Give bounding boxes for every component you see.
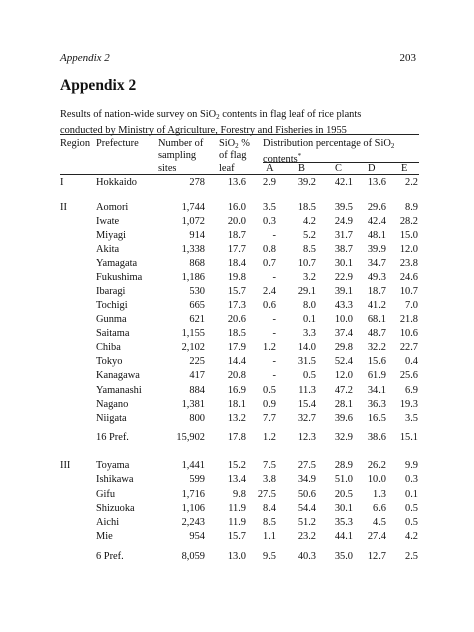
table-cell-d: 12.7	[367, 551, 386, 562]
table-cell-b: 34.9	[297, 474, 316, 485]
table-cell-sio2: 20.0	[227, 216, 246, 227]
table-cell-e: 15.1	[399, 432, 418, 443]
table-cell-sites: 2,243	[181, 517, 205, 528]
table-cell-a: 0.6	[263, 300, 276, 311]
table-cell-prefecture: Aomori	[96, 202, 129, 213]
table-cell-d: 1.3	[373, 489, 386, 500]
header-category-d: D	[368, 163, 376, 174]
table-cell-a: 7.5	[263, 460, 276, 471]
table-cell-d: 15.6	[367, 356, 386, 367]
header-category-e: E	[401, 163, 408, 174]
table-cell-d: 48.1	[367, 230, 386, 241]
table-cell-c: 32.9	[334, 432, 353, 443]
table-cell-b: 18.5	[297, 202, 316, 213]
table-cell-b: 15.4	[297, 399, 316, 410]
table-cell-sites: 417	[189, 370, 205, 381]
table-cell-sio2: 17.3	[227, 300, 246, 311]
table-cell-sio2: 19.8	[227, 272, 246, 283]
table-cell-c: 24.9	[334, 216, 353, 227]
table-cell-a: -	[272, 314, 276, 325]
table-cell-sio2: 20.6	[227, 314, 246, 325]
table-cell-d: 6.6	[373, 503, 386, 514]
header-footnote-marker: *	[297, 152, 302, 160]
table-cell-sio2: 13.0	[227, 551, 246, 562]
table-cell-b: 3.2	[303, 272, 316, 283]
table-cell-sio2: 11.9	[228, 517, 246, 528]
table-cell-e: 10.6	[399, 328, 418, 339]
table-cell-sio2: 18.1	[227, 399, 246, 410]
table-cell-d: 36.3	[367, 399, 386, 410]
table-cell-prefecture: 6 Pref.	[96, 551, 124, 562]
table-cell-d: 32.2	[367, 342, 386, 353]
table-cell-sites: 621	[189, 314, 205, 325]
table-cell-sites: 1,338	[181, 244, 205, 255]
header-sio2-post: %	[238, 138, 250, 149]
table-cell-prefecture: Hokkaido	[96, 177, 137, 188]
table-cell-sio2: 14.4	[227, 356, 246, 367]
table-cell-d: 48.7	[367, 328, 386, 339]
table-cell-b: 8.5	[303, 244, 316, 255]
table-cell-prefecture: 16 Pref.	[96, 432, 129, 443]
table-cell-c: 51.0	[334, 474, 353, 485]
table-cell-b: 14.0	[297, 342, 316, 353]
table-cell-e: 21.8	[399, 314, 418, 325]
table-cell-b: 3.3	[303, 328, 316, 339]
table-cell-c: 42.1	[334, 177, 353, 188]
table-cell-e: 8.9	[405, 202, 418, 213]
table-cell-sites: 665	[189, 300, 205, 311]
table-cell-d: 39.9	[367, 244, 386, 255]
table-cell-sites: 914	[189, 230, 205, 241]
table-cell-sites: 1,716	[181, 489, 205, 500]
table-cell-e: 0.5	[405, 517, 418, 528]
table-cell-b: 54.4	[297, 503, 316, 514]
table-cell-sio2: 17.8	[227, 432, 246, 443]
table-cell-d: 4.5	[373, 517, 386, 528]
table-cell-d: 27.4	[367, 531, 386, 542]
table-cell-prefecture: Akita	[96, 244, 120, 255]
running-head	[60, 52, 416, 64]
table-cell-c: 38.7	[334, 244, 353, 255]
table-cell-c: 31.7	[334, 230, 353, 241]
running-head-title: Appendix 2	[60, 52, 110, 64]
table-cell-e: 0.4	[405, 356, 418, 367]
table-cell-prefecture: Shizuoka	[96, 503, 135, 514]
table-cell-prefecture: Gifu	[96, 489, 116, 500]
table-cell-prefecture: Nagano	[96, 399, 129, 410]
table-cell-e: 10.7	[399, 286, 418, 297]
table-cell-a: -	[272, 230, 276, 241]
header-category-c: C	[335, 163, 342, 174]
table-cell-sites: 530	[189, 286, 205, 297]
table-cell-a: 0.7	[263, 258, 276, 269]
table-cell-sio2: 18.5	[227, 328, 246, 339]
table-cell-a: 0.8	[263, 244, 276, 255]
table-cell-d: 41.2	[367, 300, 386, 311]
table-cell-sites: 1,381	[181, 399, 205, 410]
table-cell-b: 5.2	[303, 230, 316, 241]
table-cell-b: 23.2	[297, 531, 316, 542]
table-cell-e: 12.0	[399, 244, 418, 255]
table-cell-c: 30.1	[334, 258, 353, 269]
page-number: 203	[399, 52, 416, 64]
table-cell-prefecture: Tochigi	[96, 300, 128, 311]
table-cell-e: 28.2	[399, 216, 418, 227]
table-cell-sites: 2,102	[181, 342, 205, 353]
table-cell-sites: 1,106	[181, 503, 205, 514]
table-cell-b: 32.7	[297, 413, 316, 424]
table-cell-a: 3.5	[263, 202, 276, 213]
table-cell-e: 2.5	[405, 551, 418, 562]
table-cell-d: 61.9	[367, 370, 386, 381]
table-cell-d: 34.1	[367, 385, 386, 396]
header-category-b: B	[298, 163, 305, 174]
table-cell-d: 42.4	[367, 216, 386, 227]
table-cell-b: 0.1	[303, 314, 316, 325]
table-cell-sites: 1,072	[181, 216, 205, 227]
table-cell-e: 3.5	[405, 413, 418, 424]
caption-subscript: 2	[216, 113, 220, 121]
table-cell-d: 26.2	[367, 460, 386, 471]
table-cell-b: 39.2	[297, 177, 316, 188]
table-cell-a: 27.5	[257, 489, 276, 500]
table-cell-b: 40.3	[297, 551, 316, 562]
table-cell-prefecture: Ishikawa	[96, 474, 134, 485]
table-cell-c: 39.1	[334, 286, 353, 297]
table-cell-sites: 1,186	[181, 272, 205, 283]
table-cell-prefecture: Fukushima	[96, 272, 143, 283]
table-cell-sio2: 20.8	[227, 370, 246, 381]
table-cell-sio2: 9.8	[233, 489, 246, 500]
table-cell-d: 13.6	[367, 177, 386, 188]
table-cell-b: 4.2	[303, 216, 316, 227]
table-cell-b: 0.5	[303, 370, 316, 381]
table-cell-prefecture: Saitama	[96, 328, 130, 339]
header-sio2-line-3: leaf	[219, 163, 235, 174]
table-cell-d: 34.7	[367, 258, 386, 269]
table-cell-b: 50.6	[297, 489, 316, 500]
table-cell-a: 0.3	[263, 216, 276, 227]
table-cell-e: 4.2	[405, 531, 418, 542]
table-cell-prefecture: Niigata	[96, 413, 127, 424]
table-cell-sites: 15,902	[176, 432, 205, 443]
table-cell-c: 44.1	[334, 531, 353, 542]
table-cell-prefecture: Miyagi	[96, 230, 127, 241]
table-cell-c: 29.8	[334, 342, 353, 353]
appendix-heading: Appendix 2	[60, 77, 137, 94]
table-cell-sio2: 16.9	[227, 385, 246, 396]
table-cell-prefecture: Chiba	[96, 342, 121, 353]
table-cell-d: 68.1	[367, 314, 386, 325]
table-cell-c: 12.0	[334, 370, 353, 381]
table-cell-e: 23.8	[399, 258, 418, 269]
table-cell-e: 25.6	[399, 370, 418, 381]
header-sio2-line-2: of flag	[219, 150, 247, 161]
table-cell-a: 0.9	[263, 399, 276, 410]
table-cell-sites: 868	[189, 258, 205, 269]
table-cell-e: 19.3	[399, 399, 418, 410]
table-cell-d: 10.0	[367, 474, 386, 485]
caption-line-1-post: contents in flag leaf of rice plants	[219, 109, 362, 120]
table-cell-c: 20.5	[334, 489, 353, 500]
table-cell-a: 8.4	[263, 503, 276, 514]
table-cell-prefecture: Iwate	[96, 216, 120, 227]
table-cell-a: -	[272, 272, 276, 283]
table-cell-region: I	[60, 177, 64, 188]
table-cell-prefecture: Ibaragi	[96, 286, 126, 297]
header-sites-line-2: sampling	[158, 150, 197, 161]
table-cell-sites: 8,059	[181, 551, 205, 562]
header-sites-line-1: Number of	[158, 138, 204, 149]
table-cell-e: 24.6	[399, 272, 418, 283]
table-cell-a: -	[272, 328, 276, 339]
table-cell-a: 7.7	[263, 413, 276, 424]
table-cell-sio2: 17.7	[227, 244, 246, 255]
table-cell-a: -	[272, 356, 276, 367]
table-cell-sio2: 15.2	[227, 460, 246, 471]
table-cell-sio2: 13.2	[227, 413, 246, 424]
table-cell-a: 1.2	[263, 432, 276, 443]
table-cell-e: 7.0	[405, 300, 418, 311]
table-cell-e: 2.2	[405, 177, 418, 188]
table-cell-a: 8.5	[263, 517, 276, 528]
table-cell-prefecture: Yamagata	[96, 258, 138, 269]
table-cell-sites: 954	[189, 531, 205, 542]
table-cell-a: 1.1	[263, 531, 276, 542]
table-cell-e: 6.9	[405, 385, 418, 396]
table-caption	[60, 108, 420, 137]
table-cell-c: 39.5	[334, 202, 353, 213]
table-cell-c: 28.1	[334, 399, 353, 410]
table-cell-sites: 800	[189, 413, 205, 424]
table-cell-a: 9.5	[263, 551, 276, 562]
table-cell-e: 22.7	[399, 342, 418, 353]
table-cell-a: 3.8	[263, 474, 276, 485]
table-cell-d: 18.7	[367, 286, 386, 297]
table-cell-prefecture: Mie	[96, 531, 113, 542]
table-cell-region: III	[60, 460, 71, 471]
table-cell-a: 0.5	[263, 385, 276, 396]
header-region: Region	[60, 138, 91, 149]
table-cell-sites: 884	[189, 385, 205, 396]
table-cell-prefecture: Aichi	[96, 517, 120, 528]
caption-line-1	[60, 108, 420, 124]
header-sites-line-3: sites	[158, 163, 177, 174]
table-cell-e: 0.5	[405, 503, 418, 514]
table-cell-d: 16.5	[367, 413, 386, 424]
table-cell-d: 29.6	[367, 202, 386, 213]
table-cell-sites: 1,155	[181, 328, 205, 339]
table-cell-b: 27.5	[297, 460, 316, 471]
table-cell-region: II	[60, 202, 67, 213]
table-cell-sio2: 18.7	[227, 230, 246, 241]
table-cell-sites: 278	[189, 177, 205, 188]
table-cell-c: 30.1	[334, 503, 353, 514]
header-sio2-pre: SiO	[219, 138, 236, 149]
table-cell-c: 39.6	[334, 413, 353, 424]
header-distribution-pre: Distribution percentage of SiO	[263, 138, 391, 149]
table-cell-b: 29.1	[297, 286, 316, 297]
header-category-a: A	[266, 163, 274, 174]
table-cell-sites: 1,441	[181, 460, 205, 471]
table-cell-prefecture: Yamanashi	[96, 385, 142, 396]
table-cell-sio2: 11.9	[228, 503, 246, 514]
table-cell-c: 35.3	[334, 517, 353, 528]
table-cell-sio2: 13.6	[227, 177, 246, 188]
table-cell-c: 35.0	[334, 551, 353, 562]
table-cell-a: 1.2	[263, 342, 276, 353]
table-cell-a: -	[272, 370, 276, 381]
caption-line-1-pre: Results of nation-wide survey on SiO	[60, 109, 217, 120]
table-cell-b: 51.2	[297, 517, 316, 528]
table-cell-sio2: 16.0	[227, 202, 246, 213]
table-cell-sites: 599	[189, 474, 205, 485]
header-distribution-contents: contents	[263, 154, 298, 165]
table-cell-prefecture: Tokyo	[96, 356, 123, 367]
table-cell-sio2: 15.7	[227, 286, 246, 297]
table-cell-c: 43.3	[334, 300, 353, 311]
table-cell-sio2: 17.9	[227, 342, 246, 353]
table-cell-c: 28.9	[334, 460, 353, 471]
table-cell-c: 37.4	[334, 328, 353, 339]
table-cell-sites: 225	[189, 356, 205, 367]
table-cell-b: 11.3	[298, 385, 316, 396]
table-top-rule	[60, 134, 419, 135]
table-cell-a: 2.4	[263, 286, 276, 297]
header-sio2-subscript: 2	[235, 142, 239, 150]
table-cell-sio2: 15.7	[227, 531, 246, 542]
table-cell-b: 10.7	[297, 258, 316, 269]
header-distribution-subscript: 2	[390, 142, 395, 150]
table-cell-c: 10.0	[334, 314, 353, 325]
table-cell-a: 2.9	[263, 177, 276, 188]
table-cell-d: 38.6	[367, 432, 386, 443]
table-cell-e: 9.9	[405, 460, 418, 471]
table-cell-sio2: 18.4	[227, 258, 246, 269]
table-cell-prefecture: Kanagawa	[96, 370, 140, 381]
table-cell-sites: 1,744	[181, 202, 205, 213]
table-cell-sio2: 13.4	[227, 474, 246, 485]
table-cell-b: 8.0	[303, 300, 316, 311]
table-header-rule	[60, 174, 419, 175]
table-cell-prefecture: Gunma	[96, 314, 127, 325]
table-cell-e: 15.0	[399, 230, 418, 241]
table-cell-c: 47.2	[334, 385, 353, 396]
table-cell-c: 52.4	[334, 356, 353, 367]
table-cell-c: 22.9	[334, 272, 353, 283]
table-cell-d: 49.3	[367, 272, 386, 283]
header-prefecture: Prefecture	[96, 138, 139, 149]
table-cell-e: 0.3	[405, 474, 418, 485]
table-cell-b: 31.5	[297, 356, 316, 367]
table-cell-b: 12.3	[297, 432, 316, 443]
caption-line-2: conducted by Ministry of Agriculture, Forestry and Fisheries in 1955	[60, 125, 347, 136]
table-cell-e: 0.1	[405, 489, 418, 500]
table-cell-prefecture: Toyama	[96, 460, 130, 471]
